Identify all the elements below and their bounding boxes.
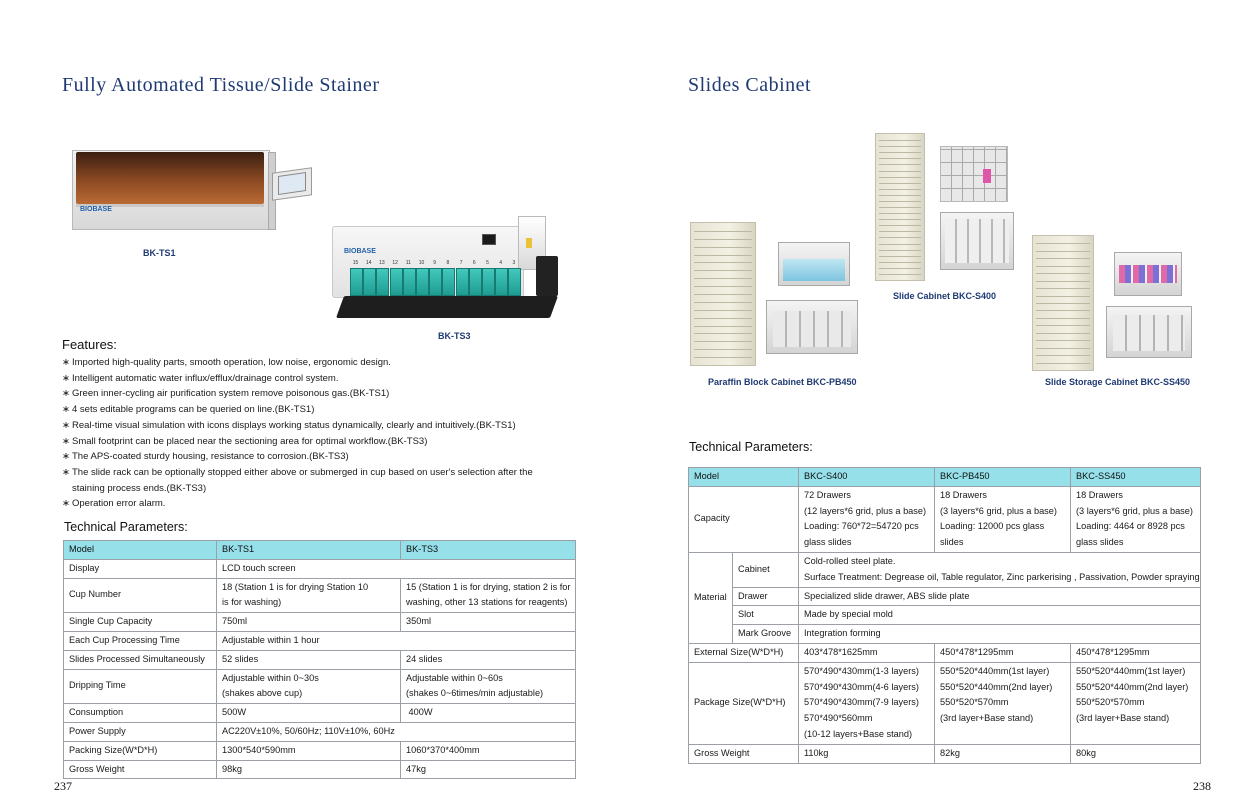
ts3-slot	[350, 268, 363, 296]
features-list	[62, 355, 622, 512]
table-header-row	[64, 541, 576, 560]
ts3-slot-number: 15	[352, 260, 359, 266]
cell: 450*478*1295mm	[935, 643, 1071, 662]
header-cell: BKC-SS450	[1071, 468, 1201, 487]
ts3-slot	[442, 268, 455, 296]
sub-label: Slot	[733, 606, 799, 625]
drawer-divider	[1036, 288, 1090, 289]
ts3-slot-number: 4	[499, 260, 503, 266]
page-number-left: 237	[54, 779, 72, 793]
ts3-slot-number: 5	[486, 260, 489, 266]
row-label: Power Supply	[64, 722, 217, 741]
drawer-divider	[879, 195, 921, 196]
ts3-slot-number: 6	[472, 260, 476, 266]
drawer-divider	[1036, 281, 1090, 282]
ts3-slot-number: 8	[446, 260, 450, 266]
drawer-divider	[1036, 243, 1090, 244]
cell: 570*490*430mm(1-3 layers) 570*490*430mm(4-6 layers) 570*490*430mm(7-9 layers) 570*490*560mm (10-12 layers+Base stand)	[799, 662, 935, 744]
row-label: Cup Number	[64, 578, 217, 613]
table-row	[64, 613, 576, 632]
sub-label: Mark Groove	[733, 625, 799, 644]
feature-item: ∗ 4 sets editable programs can be queried on line.(BK-TS1)	[62, 404, 315, 416]
drawer-divider	[879, 158, 921, 159]
drawer-divider	[879, 219, 921, 220]
row-label: External Size(W*D*H)	[689, 643, 799, 662]
slide-storage-cabinet-image	[1032, 235, 1094, 371]
paraffin-block-cabinet-image	[690, 222, 756, 366]
table-row	[689, 552, 1201, 587]
drawer-divider	[694, 286, 752, 287]
drawer-divider	[694, 262, 752, 263]
sub-label: Drawer	[733, 587, 799, 606]
feature-item-continued: staining process ends.(BK-TS3)	[72, 482, 207, 494]
drawer-divider	[1036, 333, 1090, 334]
left-tech-heading: Technical Parameters:	[64, 520, 188, 534]
cell: 750ml	[217, 613, 401, 632]
right-tech-heading: Technical Parameters:	[689, 440, 813, 454]
slide-cabinet-image	[875, 133, 925, 281]
drawer-divider	[879, 164, 921, 165]
table-row	[689, 486, 1201, 552]
cell: Specialized slide drawer, ABS slide plate	[799, 587, 1201, 606]
cell: Made by special mold	[799, 606, 1201, 625]
row-label: Consumption	[64, 704, 217, 723]
drawer-divider	[879, 256, 921, 257]
drawer-divider	[879, 183, 921, 184]
row-label: Packing Size(W*D*H)	[64, 741, 217, 760]
cell: Adjustable within 0~60s (shakes 0~6times/min adjustable)	[401, 669, 576, 704]
table-row	[64, 760, 576, 779]
ts3-slot-number: 7	[459, 260, 463, 266]
ts3-slot	[456, 268, 469, 296]
cell: Cold-rolled steel plate. Surface Treatment: Degrease oil, Table regulator, Zinc parkerising , Passivation, Powder spraying	[799, 552, 1201, 587]
cell: 450*478*1295mm	[1071, 643, 1201, 662]
drawer-divider	[879, 237, 921, 238]
cell: Adjustable within 0~30s (shakes above cup)	[217, 669, 401, 704]
drawer-divider	[694, 349, 752, 350]
cell: 80kg	[1071, 744, 1201, 763]
drawer-divider	[1036, 325, 1090, 326]
bk-ts1-image	[72, 140, 317, 235]
ts3-slot	[482, 268, 495, 296]
cell: LCD touch screen	[217, 559, 576, 578]
drawer-divider	[879, 250, 921, 251]
drawer-divider	[1036, 363, 1090, 364]
ss450-drawer-empty-image	[1106, 306, 1192, 358]
cell: 400W	[401, 704, 576, 723]
page-number-right: 238	[1193, 779, 1211, 793]
drawer-divider	[879, 171, 921, 172]
left-page-title: Fully Automated Tissue/Slide Stainer	[62, 74, 380, 96]
feature-item: ∗ The APS-coated sturdy housing, resistance to corrosion.(BK-TS3)	[62, 451, 349, 463]
cell: 24 slides	[401, 650, 576, 669]
cell: 18 Drawers (3 layers*6 grid, plus a base) Loading: 12000 pcs glass slides	[935, 486, 1071, 552]
drawer-divider	[694, 278, 752, 279]
ts3-slot-number: 3	[512, 260, 516, 266]
ts3-slot-number: 11	[405, 260, 411, 266]
pb450-drawer-open-image	[778, 242, 850, 286]
drawer-divider	[879, 244, 921, 245]
table-header-row	[689, 468, 1201, 487]
drawer-divider	[694, 255, 752, 256]
cabinet-spec-table	[688, 467, 1201, 764]
table-row	[689, 643, 1201, 662]
row-label: Gross Weight	[689, 744, 799, 763]
caption-bk-ts3: BK-TS3	[438, 331, 471, 341]
header-cell: BKC-PB450	[935, 468, 1071, 487]
cell: 550*520*440mm(1st layer) 550*520*440mm(2nd layer) 550*520*570mm (3rd layer+Base stand)	[1071, 662, 1201, 744]
header-cell: BKC-S400	[799, 468, 935, 487]
biobase-logo: BIOBASE	[80, 206, 112, 213]
feature-item: ∗ The slide rack can be optionally stopped either above or submerged in cup based on user's selection after the	[62, 466, 533, 478]
cell: AC220V±10%, 50/60Hz; 110V±10%, 60Hz	[217, 722, 576, 741]
drawer-divider	[694, 310, 752, 311]
row-label: Gross Weight	[64, 760, 217, 779]
drawer-divider	[1036, 355, 1090, 356]
cell: 82kg	[935, 744, 1071, 763]
ss450-drawer-open-image	[1114, 252, 1182, 296]
drawer-divider	[879, 231, 921, 232]
drawer-divider	[694, 318, 752, 319]
caption-bkc-s400: Slide Cabinet BKC-S400	[893, 291, 997, 301]
row-label: Slides Processed Simultaneously	[64, 650, 217, 669]
ts3-slot	[469, 268, 482, 296]
drawer-divider	[694, 333, 752, 334]
feature-item: ∗ Small footprint can be placed near the sectioning area for optimal workflow.(BK-TS3)	[62, 435, 428, 447]
ts3-slot-row	[350, 260, 530, 304]
sub-label: Cabinet	[733, 552, 799, 587]
table-row	[64, 722, 576, 741]
s400-drawer-open-image	[940, 212, 1014, 270]
cell: 1300*540*590mm	[217, 741, 401, 760]
ts3-slot	[495, 268, 508, 296]
drawer-divider	[879, 177, 921, 178]
drawer-divider	[694, 239, 752, 240]
biobase-logo-ts3: BIOBASE	[344, 248, 376, 255]
table-row	[64, 669, 576, 704]
table-row	[64, 631, 576, 650]
cell: 18 Drawers (3 layers*6 grid, plus a base) Loading: 4464 or 8928 pcs glass slides	[1071, 486, 1201, 552]
table-row	[689, 606, 1201, 625]
cell: 403*478*1625mm	[799, 643, 935, 662]
ts3-slot	[416, 268, 429, 296]
drawer-divider	[694, 357, 752, 358]
ts3-slot	[508, 268, 521, 296]
cell: 550*520*440mm(1st layer) 550*520*440mm(2nd layer) 550*520*570mm (3rd layer+Base stand)	[935, 662, 1071, 744]
caption-bk-ts1: BK-TS1	[143, 248, 176, 258]
drawer-divider	[694, 247, 752, 248]
drawer-divider	[879, 262, 921, 263]
drawer-divider	[879, 225, 921, 226]
drawer-divider	[879, 201, 921, 202]
cell: Adjustable within 1 hour	[217, 631, 576, 650]
table-row	[64, 741, 576, 760]
row-label: Material	[689, 552, 733, 643]
header-cell: BK-TS3	[401, 541, 576, 560]
ts3-slot-number: 13	[379, 260, 385, 266]
cell: 350ml	[401, 613, 576, 632]
header-cell: BK-TS1	[217, 541, 401, 560]
drawer-divider	[694, 231, 752, 232]
drawer-divider	[1036, 296, 1090, 297]
ts3-slot	[390, 268, 403, 296]
ts3-slot	[363, 268, 376, 296]
cell: 500W	[217, 704, 401, 723]
ts3-slot-number: 10	[418, 260, 425, 266]
pb450-drawer-empty-image	[766, 300, 858, 354]
row-label: Package Size(W*D*H)	[689, 662, 799, 744]
drawer-divider	[694, 270, 752, 271]
cell: 1060*370*400mm	[401, 741, 576, 760]
cell: 98kg	[217, 760, 401, 779]
feature-item: ∗ Green inner-cycling air purification system remove poisonous gas.(BK-TS1)	[62, 388, 390, 400]
header-cell: Model	[64, 541, 217, 560]
feature-item: ∗ Imported high-quality parts, smooth operation, low noise, ergonomic design.	[62, 357, 391, 368]
drawer-divider	[1036, 310, 1090, 311]
cell: 72 Drawers (12 layers*6 grid, plus a base) Loading: 760*72=54720 pcs glass slides	[799, 486, 935, 552]
cell: 47kg	[401, 760, 576, 779]
drawer-divider	[1036, 348, 1090, 349]
stainer-spec-table	[63, 540, 576, 779]
ts3-slot	[403, 268, 416, 296]
ts3-slot-number: 12	[392, 260, 398, 266]
cell: 52 slides	[217, 650, 401, 669]
feature-item: ∗ Real-time visual simulation with icons displays working status dynamically, clearly and intuitively.(BK-TS1)	[62, 419, 516, 431]
row-label: Single Cup Capacity	[64, 613, 217, 632]
table-row	[64, 578, 576, 613]
drawer-divider	[1036, 273, 1090, 274]
drawer-divider	[694, 302, 752, 303]
cell: Integration forming	[799, 625, 1201, 644]
table-row	[689, 625, 1201, 644]
cell: 18 (Station 1 is for drying Station 10 is for washing)	[217, 578, 401, 613]
drawer-divider	[879, 152, 921, 153]
row-label: Dripping Time	[64, 669, 217, 704]
drawer-divider	[694, 341, 752, 342]
table-row	[64, 704, 576, 723]
feature-item: ∗ Operation error alarm.	[62, 498, 166, 510]
ts3-slot	[429, 268, 442, 296]
table-row	[64, 559, 576, 578]
drawer-divider	[879, 140, 921, 141]
drawer-divider	[1036, 266, 1090, 267]
table-row	[689, 587, 1201, 606]
drawer-divider	[694, 294, 752, 295]
right-page-title: Slides Cabinet	[688, 74, 812, 96]
drawer-divider	[879, 213, 921, 214]
table-row	[64, 650, 576, 669]
drawer-divider	[879, 274, 921, 275]
caption-bkc-ss450: Slide Storage Cabinet BKC-SS450	[1045, 377, 1191, 387]
drawer-divider	[694, 326, 752, 327]
features-heading: Features:	[62, 337, 117, 352]
bk-ts3-image	[330, 214, 562, 334]
feature-item: ∗ Intelligent automatic water influx/efflux/drainage control system.	[62, 372, 339, 384]
drawer-divider	[1036, 303, 1090, 304]
row-label: Capacity	[689, 486, 799, 552]
drawer-divider	[879, 146, 921, 147]
row-label: Display	[64, 559, 217, 578]
drawer-divider	[879, 189, 921, 190]
row-label: Each Cup Processing Time	[64, 631, 217, 650]
ts3-slot	[376, 268, 389, 296]
drawer-divider	[1036, 258, 1090, 259]
header-cell: Model	[689, 468, 799, 487]
table-row	[689, 744, 1201, 763]
cell: 15 (Station 1 is for drying, station 2 is for washing, other 13 stations for reagents)	[401, 578, 576, 613]
drawer-divider	[879, 207, 921, 208]
drawer-divider	[1036, 318, 1090, 319]
s400-front-detail-image	[940, 146, 1008, 202]
drawer-divider	[879, 268, 921, 269]
ts3-slot-number: 9	[433, 260, 437, 266]
cell: 110kg	[799, 744, 935, 763]
ts3-slot-number: 14	[365, 260, 372, 266]
drawer-divider	[1036, 340, 1090, 341]
table-row	[689, 662, 1201, 744]
drawer-divider	[1036, 251, 1090, 252]
caption-bkc-pb450: Paraffin Block Cabinet BKC-PB450	[708, 377, 857, 387]
